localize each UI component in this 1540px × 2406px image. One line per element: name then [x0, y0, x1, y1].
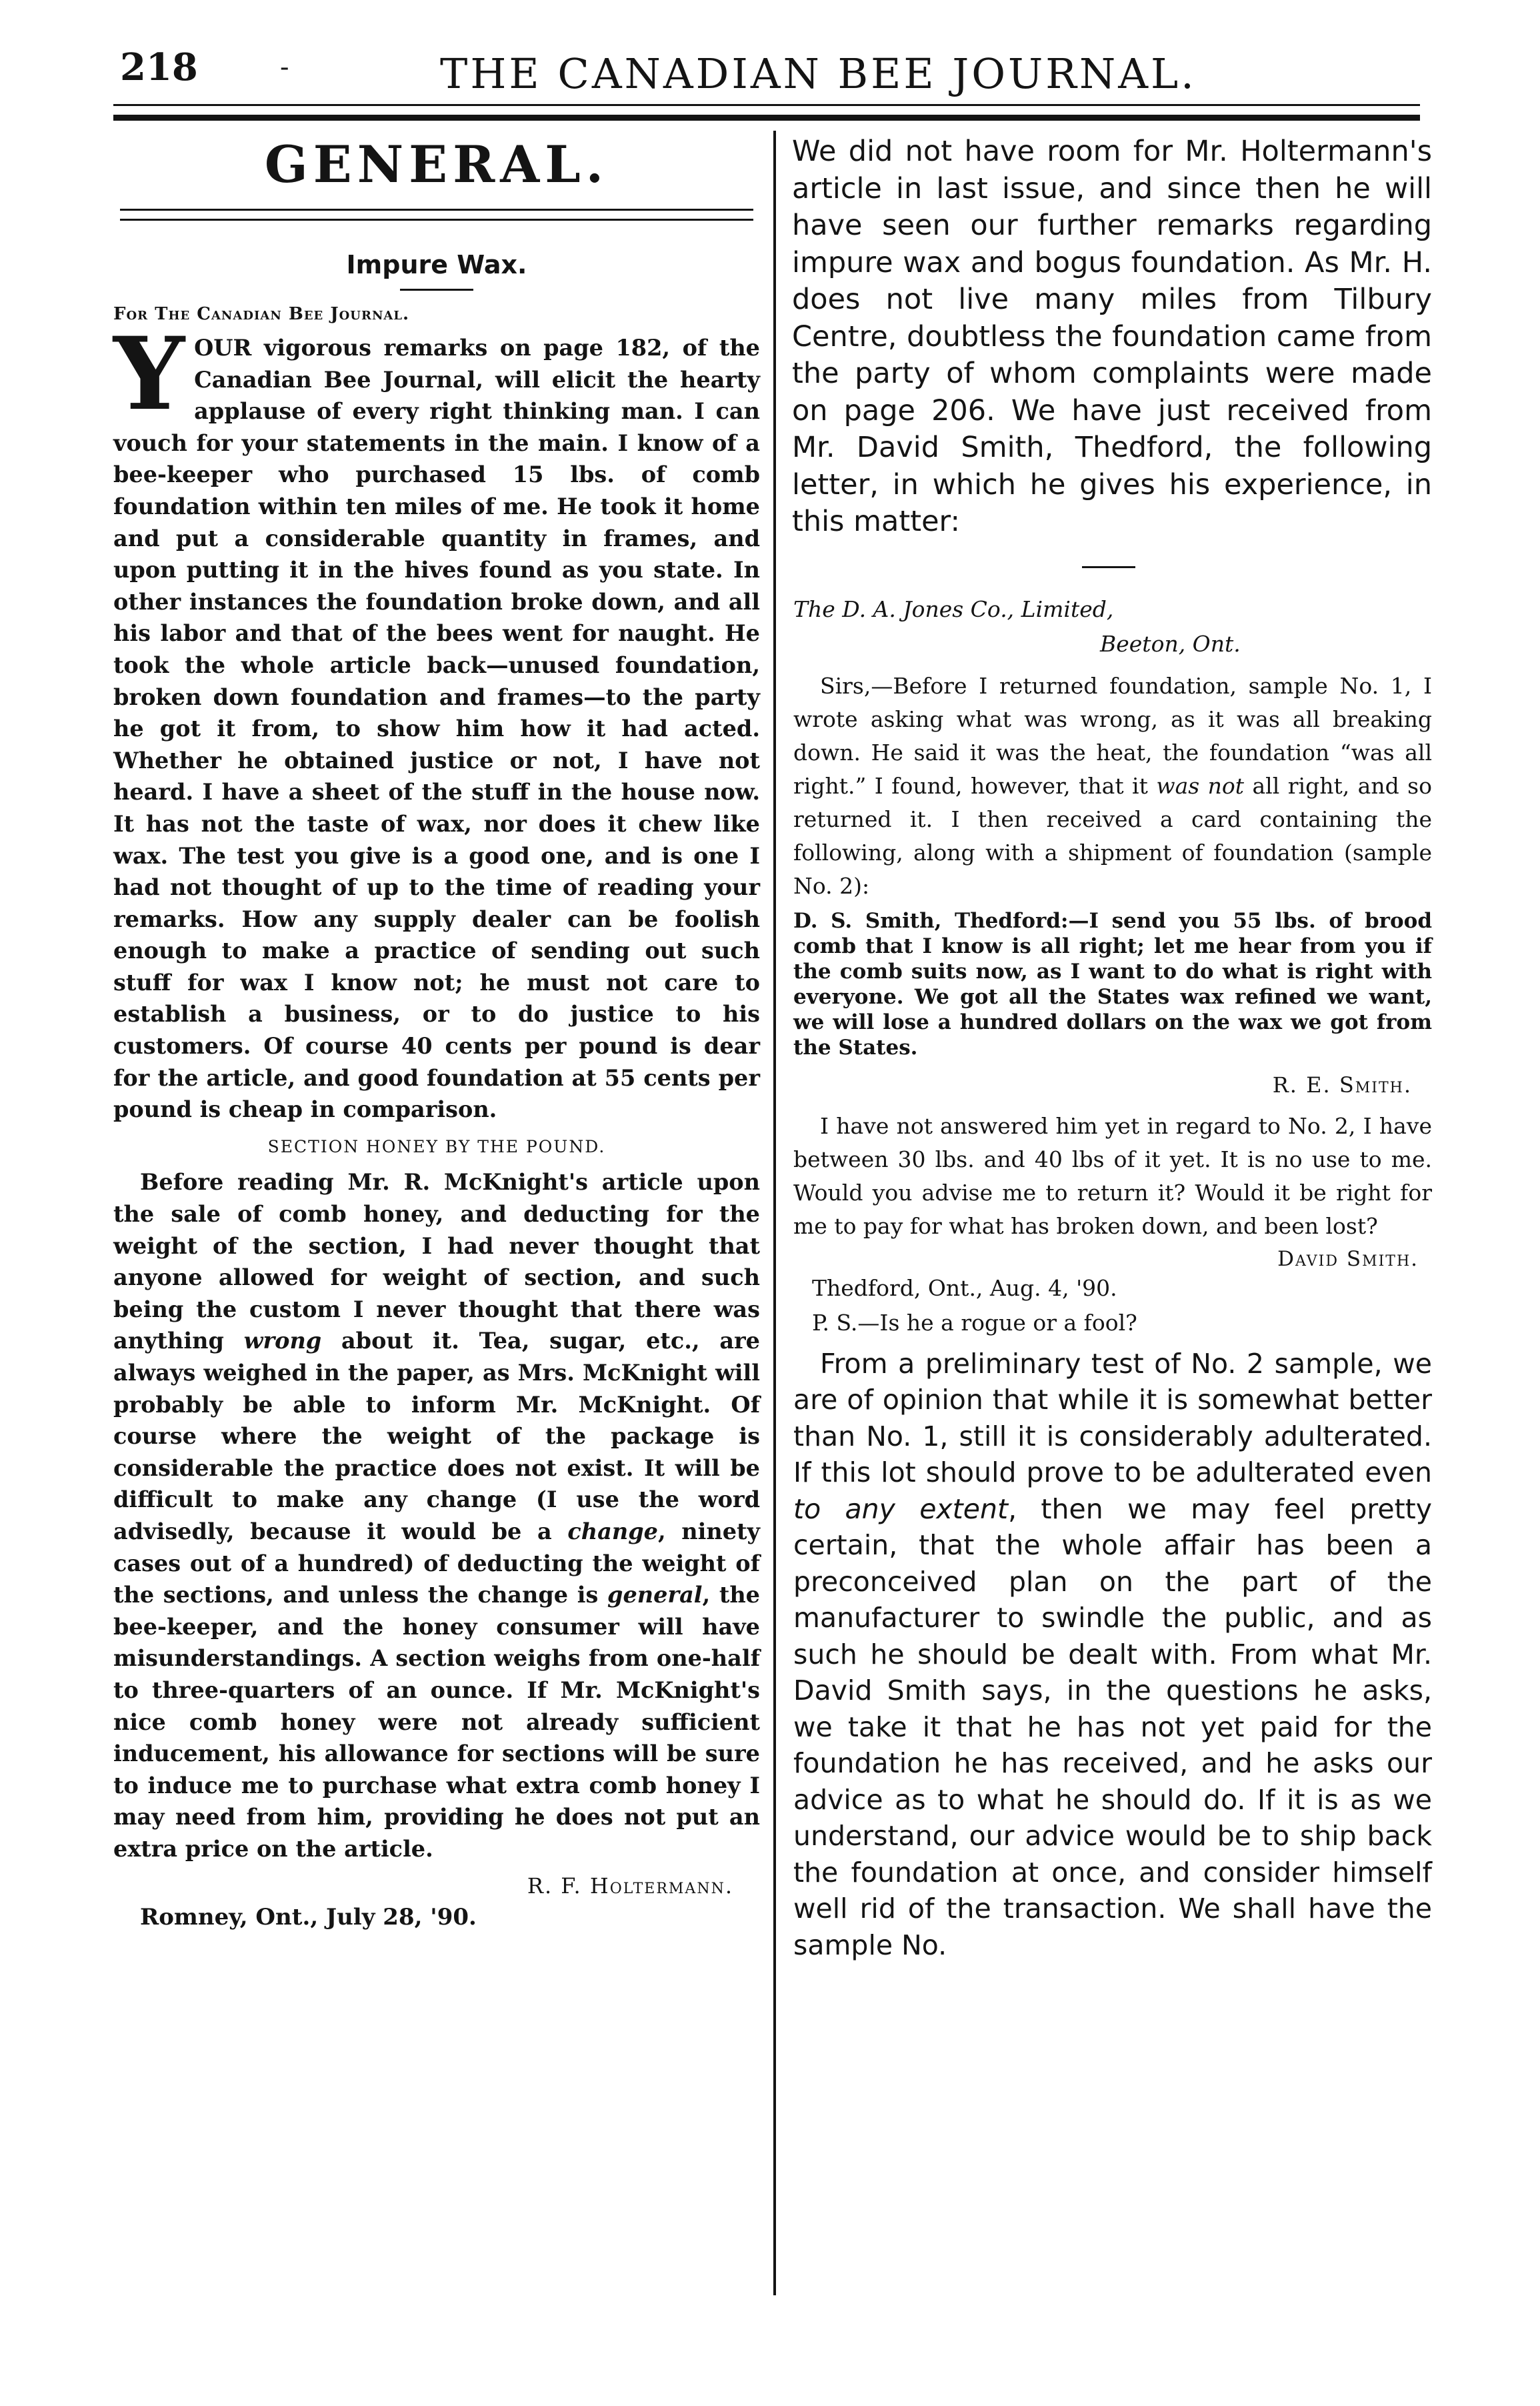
letter-paragraph-1 [793, 670, 1432, 903]
header-rule-top [113, 104, 1420, 106]
section-double-rule [120, 209, 753, 221]
editor-closing [793, 1346, 1432, 1964]
paragraph-2-part-b: about it. Tea, sugar, etc., are always weighed in the paper, as Mrs. McKnight will probably be able to inform Mr. McKnight. Of course where the weight of the package is considerable the practice does not exist. It will be difficult to make any change (I use the word advisedly, because it would be a [113, 1328, 760, 1544]
emphasis-wrong: wrong [243, 1328, 322, 1354]
left-column [113, 133, 760, 1934]
address-line-2: Beeton, Ont. [1100, 630, 1241, 657]
journal-title: THE CANADIAN BEE JOURNAL. [440, 49, 1197, 98]
column-divider [773, 131, 776, 2295]
page-number: 218 [120, 45, 198, 89]
subheading: SECTION HONEY BY THE POUND. [267, 1136, 606, 1156]
right-column [785, 133, 1432, 1963]
letter-paragraph-2: I have not answered him yet in regard to No. 2, I have between 30 lbs. and 40 lbs of it yet. It is no use to me. Would you advise me to return it? Would it be right for me to pay for what has broken down, and been lost? [793, 1112, 1432, 1239]
author-signature: R. F. Holtermann. [527, 1873, 733, 1899]
drop-cap: Y [113, 315, 185, 433]
closing-part-b: , then we may feel pretty certain, that the whole affair has been a preconceived plan on the part of the manufacturer to swindle the public, and as such he should be dealt with. From what Mr. David Smith says, in the questions he asks, we take it that he has not yet paid for the foundation he has received, and he asks our advice as to what he should do. If it is as we understand, our advice would be to ship back the foundation at once, and consider himself well rid of the transaction. We shall have the sample No. [793, 1492, 1433, 1961]
letter-1-part-a: Sirs,—Before I returned foundation, sample No. 1, I wrote asking what was wrong, as it was all breaking down. He said it was the heat, the foundation “was all right.” I found, however, that it [793, 672, 1432, 799]
address-line-1: The D. A. Jones Co., Limited, [793, 595, 1114, 622]
closing-paragraph [793, 1346, 1432, 1964]
paragraph-2 [113, 1166, 760, 1865]
byline: For The Canadian Bee Journal. [113, 304, 410, 324]
paragraph-1-text: OUR vigorous remarks on page 182, of the Canadian Bee Journal, will elicit the hearty applause of every right thinking man. I can vouch for your statements in the main. I know of a bee-keeper who purchased 15 lbs. of comb foundation within ten miles of me. He took it home and put a considerable quantity in frames, and upon putting it in the hives found as you state. In other instances the foundation broke down, and all his labor and that of the bees went for naught. He took the whole article back—unused foundation, broken down foundation and frames—to the party he got it from, to show him how it had acted. Whether he obtained justice or not, I have not heard. I have a sheet of the stuff in the house now. It has not the taste of wax, nor does it chew like wax. The test you give is a good one, and is one I had not thought of up to the time of reading your remarks. How any supply dealer can be foolish enough to make a practice of sending out such stuff for wax I know not; he must not care to establish a business, or to do justice to his customers. Of course 40 cents per pound is dear for the article, and good foundation at 55 cents per pound is cheap in comparison. [113, 335, 760, 1123]
editor-intro: We did not have room for Mr. Holtermann's article in last issue, and since then he will have seen our further remarks regarding impure wax and bogus foundation. As Mr. H. does not live many miles from Tilbury Centre, doubtless the foundation came from the party of whom complaints were made on page 206. We have just received from Mr. David Smith, Thedford, the following letter, in which he gives his experience, in this matter: [792, 135, 1432, 538]
section-title: GENERAL. [264, 135, 609, 194]
letter-place-date: Thedford, Ont., Aug. 4, '90. [812, 1274, 1117, 1301]
letter-continued [793, 1110, 1432, 1243]
emphasis-was-not: was not [1156, 772, 1245, 799]
paragraph-2-part-c: , ninety cases out of a hundred) of deducting the weight of the sections, and unless the change is [113, 1518, 760, 1608]
quote-signature: R. E. Smith. [1272, 1072, 1412, 1098]
letter-body [793, 670, 1432, 903]
emphasis-to-any-extent: to any extent [793, 1492, 1009, 1525]
quoted-card: D. S. Smith, Thedford:—I send you 55 lbs. of brood comb that I know is all right; let me hear from you if the comb suits now, as I want to do what is right with everyone. We got all the States wax refined we want, we will lose a hundred dollars on the wax we got from the States. [793, 908, 1432, 1060]
closing-part-a: From a preliminary test of No. 2 sample, we are of opinion that while it is somewhat better than No. 1, still it is considerably adulterated. If this lot should prove to be adulterated even [793, 1347, 1432, 1488]
separator-rule [1082, 566, 1135, 568]
place-date: Romney, Ont., July 28, '90. [140, 1904, 477, 1931]
header-rule-bottom [113, 115, 1420, 121]
header-dash: - [280, 52, 289, 83]
postscript: P. S.—Is he a rogue or a fool? [812, 1309, 1137, 1336]
article-title: Impure Wax. [346, 250, 527, 279]
paragraph-1 [113, 315, 760, 1126]
letter-signature: David Smith. [1277, 1246, 1419, 1271]
letter-address [793, 592, 1432, 662]
emphasis-general: general [607, 1582, 703, 1608]
article-body [113, 315, 760, 1934]
title-rule [400, 289, 473, 291]
letter-1-part-b: all right, and so returned it. I then received a card containing the following, along with a shipment of foundation (sample No. 2): [793, 772, 1432, 899]
paragraph-2-part-a: Before reading Mr. R. McKnight's article upon the sale of comb honey, and deducting for the weight of the section, I had never thought that anyone allowed for weight of section, and such being the custom I never thought that there was anything [113, 1169, 760, 1354]
paragraph-2-part-d: , the bee-keeper, and the honey consumer will have misunderstandings. A section weighs from one-half to three-quarters of an ounce. If Mr. McKnight's nice comb honey were not already sufficient inducement, his allowance for sections will be sure to induce me to purchase what extra comb honey I may need from him, providing he does not put an extra price on the article. [113, 1582, 760, 1862]
emphasis-change: change [567, 1518, 658, 1544]
